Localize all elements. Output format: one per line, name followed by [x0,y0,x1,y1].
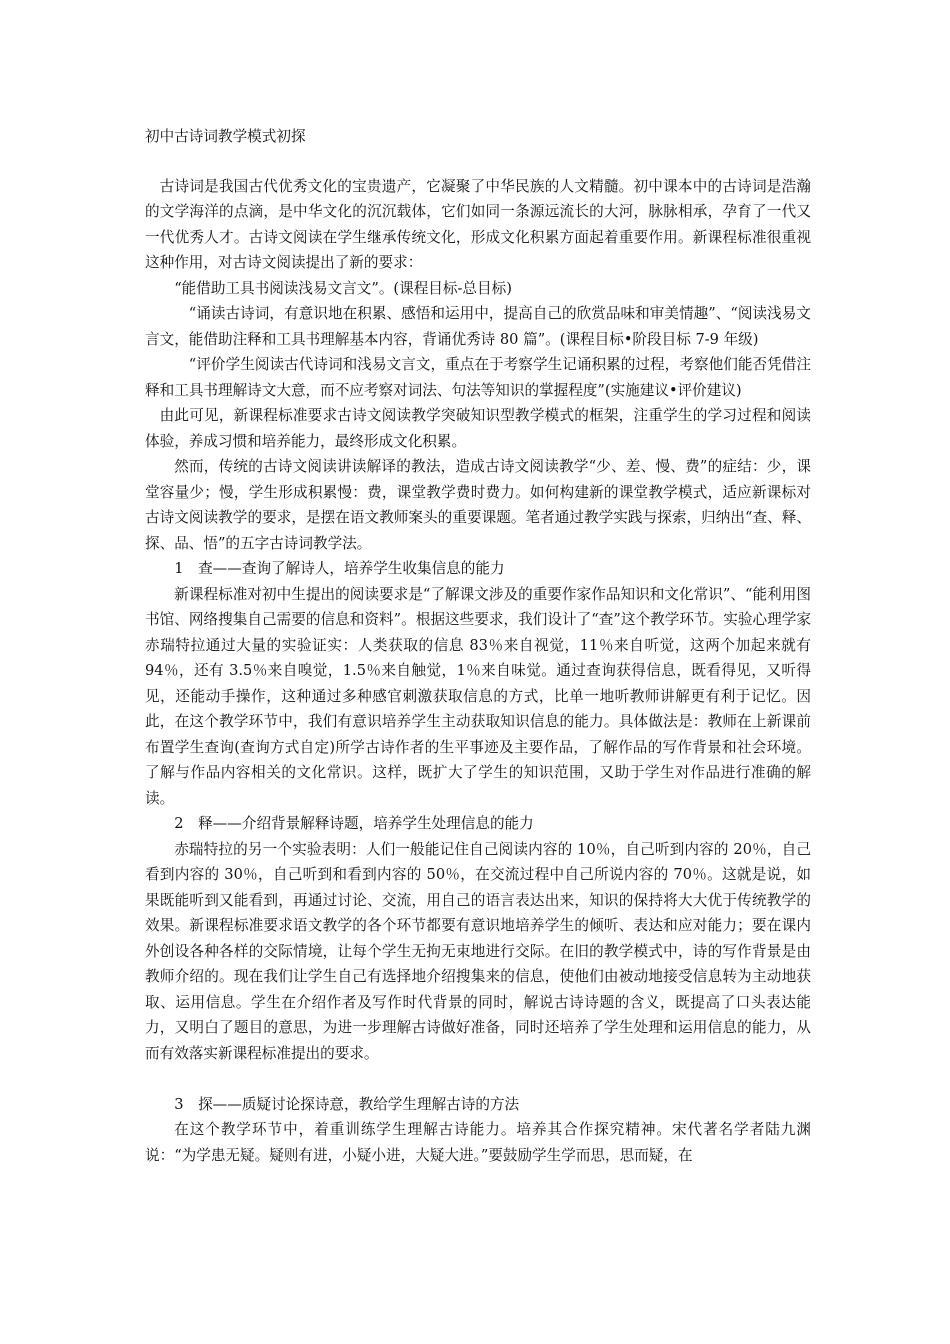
quote-stage-goal: “诵读古诗词，有意识地在积累、感悟和运用中，提高自己的欣赏品味和审美情趣”、“阅读浅易文言文，能借助注释和工具书理解基本内容，背诵优秀诗 80 篇”。(课程目标•阶段目标 7-9 年级) [145,305,811,348]
blank-line [145,1066,811,1092]
paragraph-conclusion: 由此可见，新课程标准要求古诗文阅读教学突破知识型教学模式的框架，注重学生的学习过程和阅读体验，养成习惯和培养能力，最终形成文化积累。 [145,407,811,450]
quote-overall-goal: “能借助工具书阅读浅易文言文”。(课程目标-总目标) [174,279,512,297]
section-heading-1: 1 查——查询了解诗人，培养学生收集信息的能力 [174,560,505,577]
section-heading-2: 2 释——介绍背景解释诗题，培养学生处理信息的能力 [174,815,534,832]
section-body-3: 在这个教学环节中，着重训练学生理解古诗能力。培养其合作探究精神。宋代著名学者陆九渊说：“为学患无疑。疑则有进，小疑小进，大疑大进。”要鼓励学生学而思，思而疑，在 [145,1121,811,1164]
section-heading-3: 3 探——质疑讨论探诗意，教给学生理解古诗的方法 [174,1095,520,1113]
document-title: 初中古诗词教学模式初探 [145,128,306,145]
paragraph-intro: 古诗词是我国古代优秀文化的宝贵遗产，它凝聚了中华民族的人文精髓。初中课本中的古诗词是浩瀚的文学海洋的点滴，是中华文化的沉沉载体，它们如同一条源远流长的大河，脉脉相承，孕育了一代又一代优秀人才。古诗文阅读在学生继承传统文化，形成文化积累方面起着重要作用。新课程标准很重视这种作用，对古诗文阅读提出了新的要求： [145,177,811,271]
quote-evaluation: “评价学生阅读古代诗词和浅易文言文，重点在于考察学生记诵积累的过程，考察他们能否凭借注释和工具书理解诗文大意，而不应考察对词法、句法等知识的掌握程度”(实施建议•评价建议) [145,356,811,399]
section-body-1: 新课程标准对初中生提出的阅读要求是“了解课文涉及的重要作家作品知识和文化常识”、“能利用图书馆、网络搜集自己需要的信息和资料”。根据这些要求，我们设计了“查”这个教学环节。实验心理学家赤瑞特拉通过大量的实验证实：人类获取的信息 83％来自视觉，11％来自听觉，这两个加起来就有 94％，还有 3.5％来自嗅觉，1.5％来自触觉，1％来自味觉。通过查询获得信息，既看得见，又听得见，还能动手操作，这种通过多种感官刺激获取信息的方式，比单一地听教师讲解更有利于记忆。因此，在这个教学环节中，我们有意识培养学生主动获取知识信息的能力。具体做法是：教师在上新课前布置学生查询(查询方式自定)所学古诗作者的生平事迹及主要作品，了解作品的写作背景和社会环境。了解与作品内容相关的文化常识。这样，既扩大了学生的知识范围，又助于学生对作品进行准确的解读。 [145,585,811,807]
document-body [145,124,811,1168]
section-body-2: 赤瑞特拉的另一个实验表明：人们一般能记住自己阅读内容的 10％，自己听到内容的 20％，自己看到内容的 30％，自己听到和看到内容的 50％，在交流过程中自己所说内容的 70％。这就是说，如果既能听到又能看到，再通过讨论、交流，用自己的语言表达出来，知识的保持将大大优于传统教学的效果。新课程标准要求语文教学的各个环节都要有意识地培养学生的倾听、表达和应对能力；要在课内外创设各种各样的交际情境，让每个学生无拘无束地进行交际。在旧的教学模式中，诗的写作背景是由教师介绍的。现在我们让学生自己有选择地介绍搜集来的信息，使他们由被动地接受信息转为主动地获取、运用信息。学生在介绍作者及写作时代背景的同时，解说古诗诗题的含义，既提高了口头表达能力，又明白了题目的意思，为进一步理解古诗做好准备，同时还培养了学生处理和运用信息的能力，从而有效落实新课程标准提出的要求。 [145,840,811,1062]
paragraph-problem: 然而，传统的古诗文阅读讲读解译的教法，造成古诗文阅读教学“少、差、慢、费”的症结：少，课堂容量少；慢，学生形成积累慢：费，课堂教学费时费力。如何构建新的课堂教学模式，适应新课标对古诗文阅读教学的要求，是摆在语文教师案头的重要课题。笔者通过教学实践与探索，归纳出“查、释、探、品、悟”的五字古诗词教学法。 [145,458,811,552]
